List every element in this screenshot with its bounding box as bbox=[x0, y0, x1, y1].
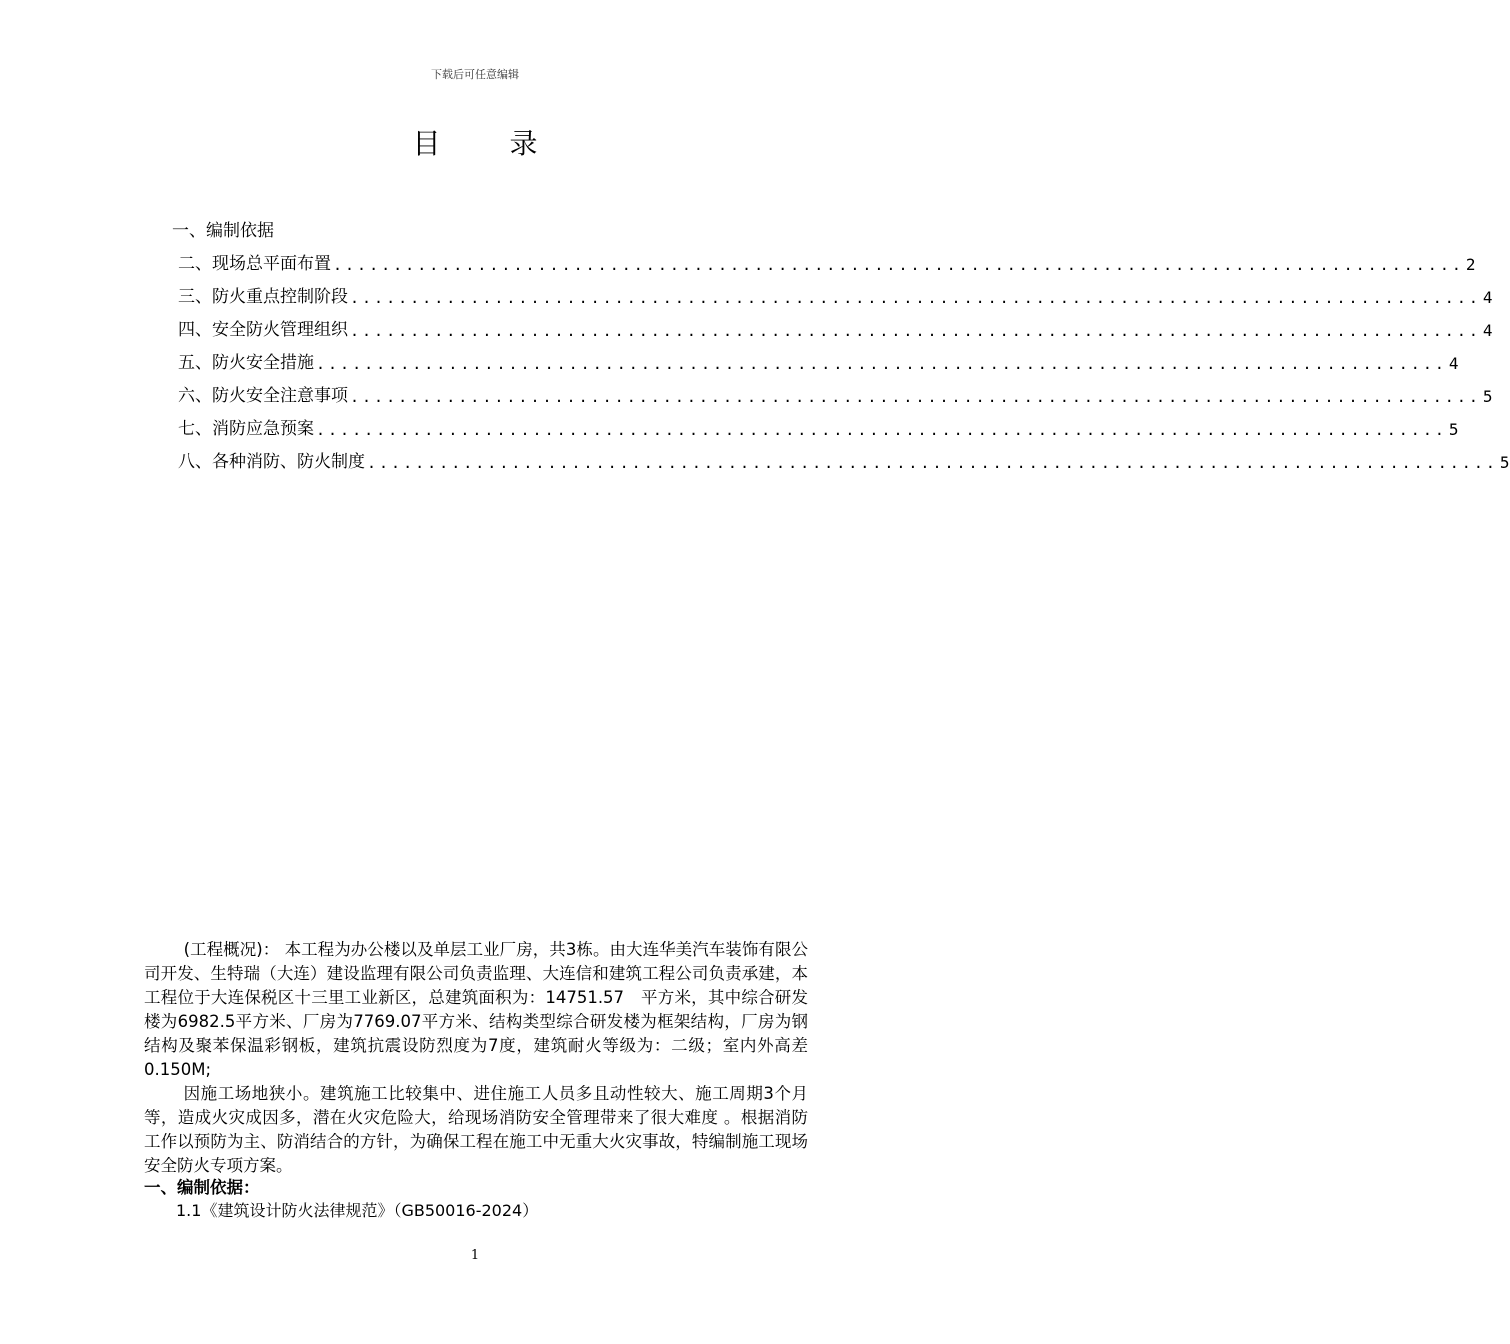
toc-leader-dots: .............................................................................................. bbox=[316, 421, 1447, 439]
toc-item-page: 5 bbox=[1448, 420, 1459, 439]
toc-item-page: 2 bbox=[1465, 255, 1476, 274]
toc-leader-dots: .............................................................................................. bbox=[333, 256, 1464, 274]
toc-item-page: 4 bbox=[1482, 288, 1493, 307]
section-heading: 一、编制依据： bbox=[144, 1178, 260, 1197]
toc-item[interactable] bbox=[172, 208, 808, 241]
toc-item-page: 5 bbox=[1499, 453, 1510, 472]
toc-item[interactable] bbox=[172, 373, 1493, 406]
toc-item[interactable] bbox=[172, 406, 1459, 439]
toc-leader-dots: .............................................................................................. bbox=[350, 289, 1481, 307]
header-note: 下载后可任意编辑 bbox=[431, 68, 519, 81]
toc-item-label: 五、防火安全措施 bbox=[178, 353, 314, 373]
reference-item: 1.1《建筑设计防火法律规范》（GB50016-2024） bbox=[176, 1201, 539, 1220]
toc-item-page: 4 bbox=[1482, 321, 1493, 340]
toc-item[interactable] bbox=[172, 340, 1459, 373]
toc-item-page: 5 bbox=[1482, 387, 1493, 406]
toc-item-label: 三、防火重点控制阶段 bbox=[178, 287, 348, 307]
toc-item-page: 4 bbox=[1448, 354, 1459, 373]
toc-leader-dots: .............................................................................................. bbox=[350, 388, 1481, 406]
toc-item-label: 八、各种消防、防火制度 bbox=[178, 452, 365, 472]
toc-leader-dots: .............................................................................................. bbox=[350, 322, 1481, 340]
page-number: 1 bbox=[470, 1248, 480, 1263]
overview-paragraph: 因施工场地狭小。建筑施工比较集中、进住施工人员多且动性较大、施工周期3个月等，造成火灾成因多，潜在火灾危险大，给现场消防安全管理带来了很大难度 。根据消防工作以预防为主、防消结合的方针，为确保工程在施工中无重大火灾事故，特编制施工现场安全防火专项方案。 bbox=[144, 1084, 808, 1175]
toc-item-label: 四、安全防火管理组织 bbox=[178, 320, 348, 340]
toc-leader-dots: .............................................................................................. bbox=[367, 454, 1498, 472]
toc-item-label: 一、编制依据 bbox=[172, 221, 274, 241]
toc-item-label: 六、防火安全注意事项 bbox=[178, 386, 348, 406]
toc-item-label: 二、现场总平面布置 bbox=[178, 254, 331, 274]
toc-item-label: 七、消防应急预案 bbox=[178, 419, 314, 439]
table-of-contents bbox=[172, 208, 1510, 472]
overview-paragraph: (工程概况)： 本工程为办公楼以及单层工业厂房，共3栋。由大连华美汽车装饰有限公司开发、生特瑞（大连）建设监理有限公司负责监理、大连信和建筑工程公司负责承建，本工程位于大连保税区十三里工业新区，总建筑面积为：14751.57 平方米，其中综合研发楼为6982.5平方米、厂房为7769.07平方米、结构类型综合研发楼为框架结构，厂房为钢结构及聚苯保温彩钢板，建筑抗震设防烈度为7度，建筑耐火等级为：二级；室内外高差0.150M; bbox=[144, 940, 808, 1079]
project-overview bbox=[144, 938, 808, 1178]
toc-item[interactable] bbox=[172, 439, 1510, 472]
toc-item[interactable] bbox=[172, 241, 1476, 274]
toc-item[interactable] bbox=[172, 274, 1493, 307]
toc-leader-dots: .............................................................................................. bbox=[316, 355, 1447, 373]
toc-title: 目 录 bbox=[412, 127, 568, 160]
toc-item[interactable] bbox=[172, 307, 1493, 340]
